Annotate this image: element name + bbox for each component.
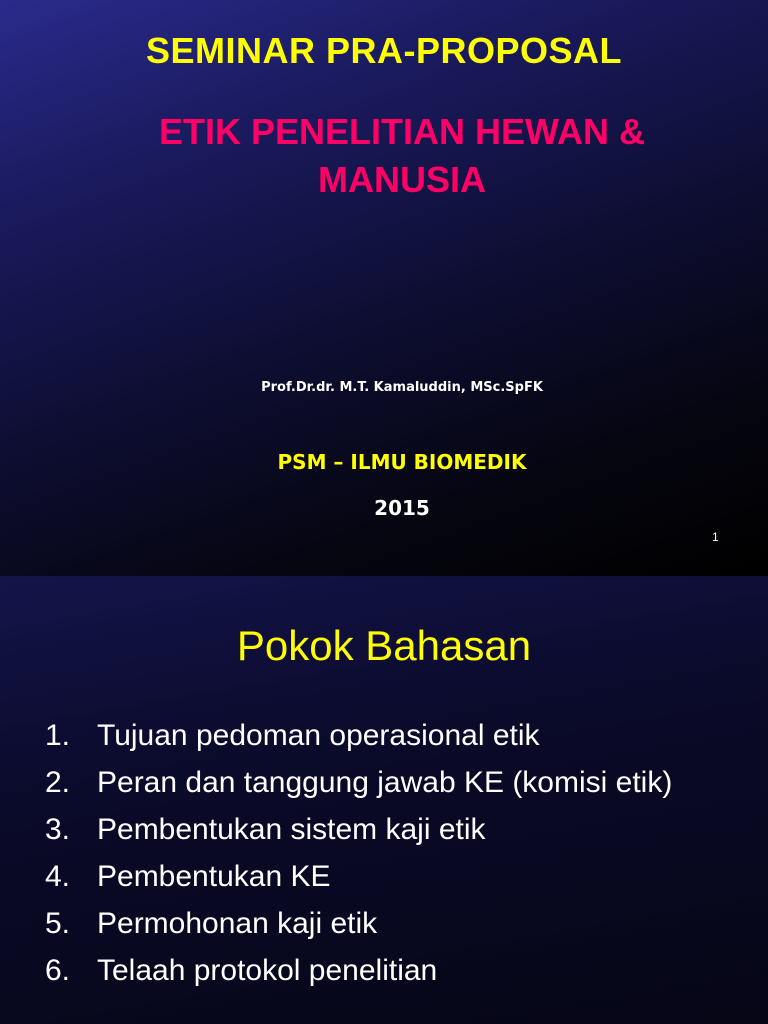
list-item-text: Permohonan kaji etik [97,907,378,940]
list-item-number: 3. [45,813,71,846]
slide-2 [0,576,768,1024]
list-item-text: Pembentukan sistem kaji etik [97,813,486,846]
author-name: Prof.Dr.dr. M.T. Kamaluddin, MSc.SpFK [261,380,543,395]
topic-list [45,716,745,998]
slide-2-title: Pokok Bahasan [236,622,532,669]
slide-title-line-1: ETIK PENELITIAN HEWAN & [158,111,646,152]
list-item [45,716,745,756]
list-item-text: Peran dan tanggung jawab KE (komisi etik) [97,766,673,799]
list-item-number: 1. [45,719,71,752]
list-item [45,810,745,850]
slide-title [0,108,768,204]
program-name: PSM – ILMU BIOMEDIK [277,450,527,474]
list-item [45,951,745,991]
list-item-number: 6. [45,954,71,987]
list-item [45,904,745,944]
list-item [45,857,745,897]
list-item-number: 5. [45,907,71,940]
list-item [45,763,745,803]
list-item-number: 4. [45,860,71,893]
slide-title-line-2: MANUSIA [318,159,486,200]
list-item-text: Pembentukan KE [97,860,331,893]
page-number: 1 [712,530,719,544]
list-item-text: Telaah protokol penelitian [97,954,438,987]
list-item-number: 2. [45,766,71,799]
slide-year: 2015 [374,496,430,520]
list-item-text: Tujuan pedoman operasional etik [97,719,540,752]
slide-kicker: SEMINAR PRA-PROPOSAL [145,30,623,71]
